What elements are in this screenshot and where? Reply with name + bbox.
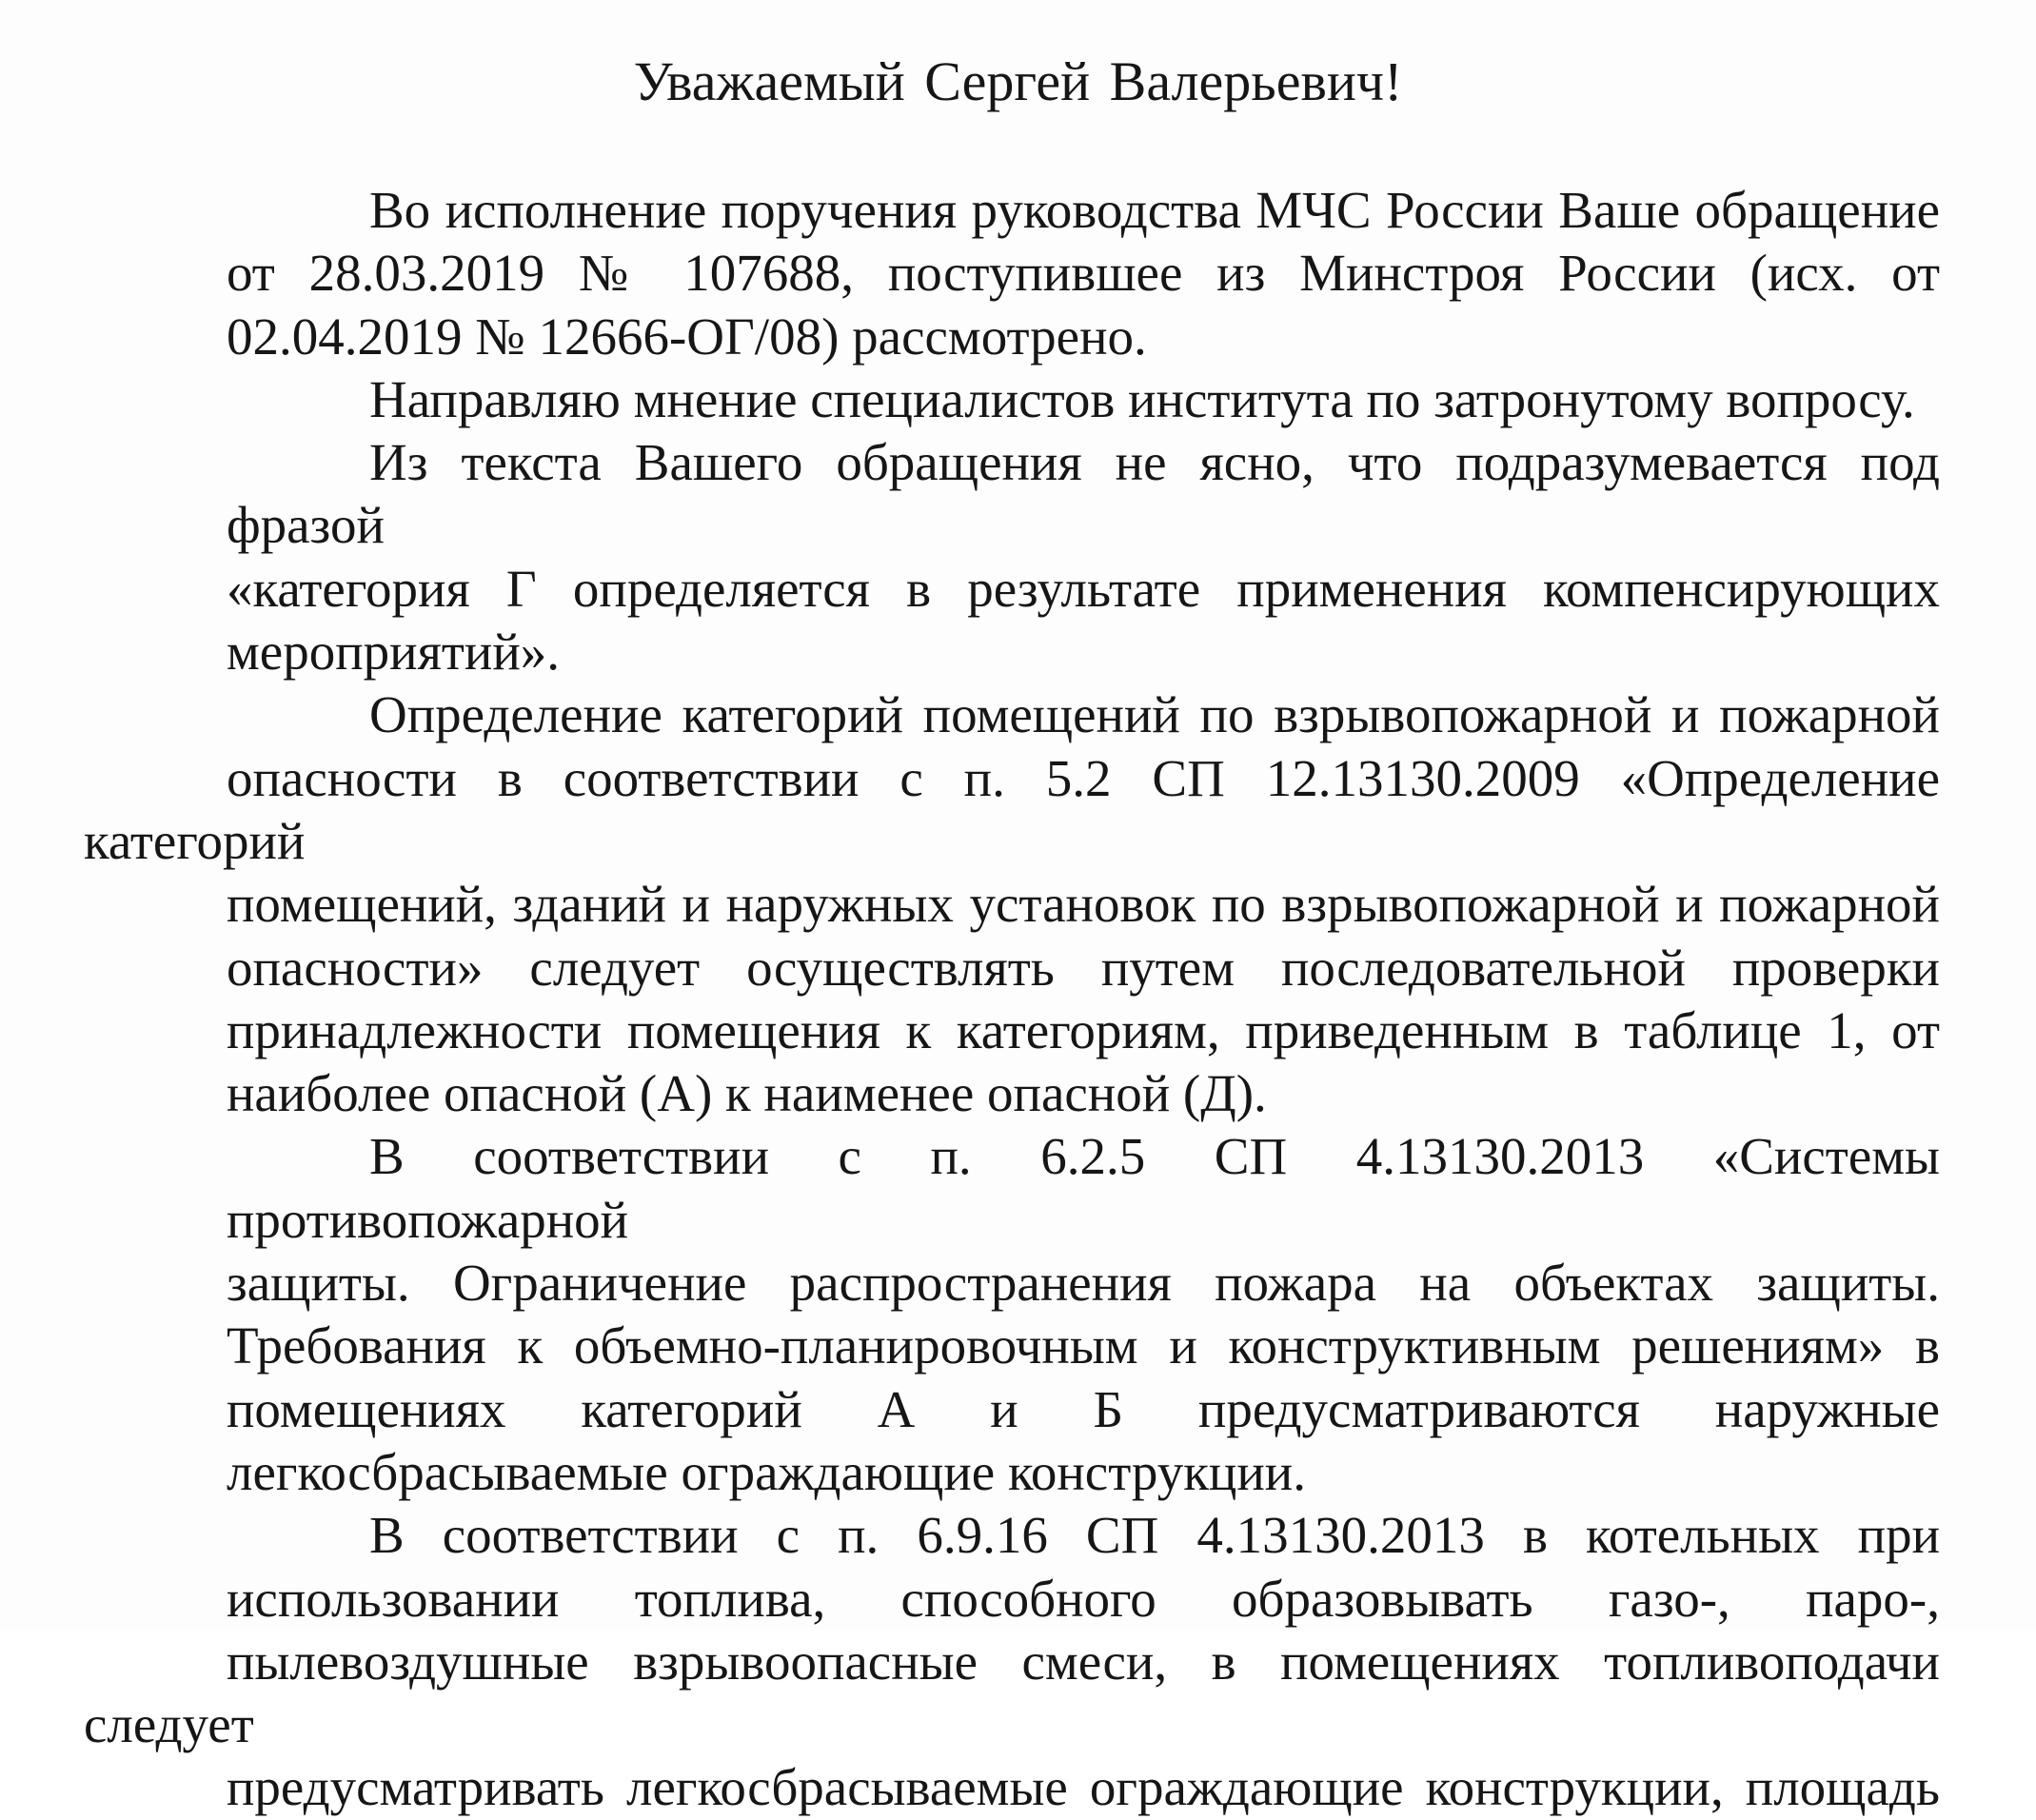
text-line: предусматривать легкосбрасываемые ограждающие конструкции, площадь — [227, 1758, 1940, 1817]
salutation: Уважаемый Сергей Валерьевич! — [633, 50, 1403, 112]
text-line: Из текста Вашего обращения не ясно, что подразумевается под фразой — [227, 433, 1940, 555]
text-line: опасности в соответствии с п. 5.2 СП 12.13130.2009 «Определение категорий — [84, 748, 1940, 870]
text-line: Во исполнение поручения руководства МЧС России Ваше обращение — [369, 181, 1940, 239]
text-line: помещений, зданий и наружных установок по взрывопожарной и пожарной — [227, 875, 1940, 934]
text-line: пылевоздушные взрывоопасные смеси, в помещениях топливоподачи следует — [84, 1632, 1940, 1754]
text-line: В соответствии с п. 6.9.16 СП 4.13130.2013 в котельных при — [369, 1506, 1940, 1565]
text-line: наиболее опасной (А) к наименее опасной (Д). — [227, 1064, 1267, 1123]
paragraph-sp-6-9-16 — [84, 1504, 1940, 1819]
text-line: помещениях категорий А и Б предусматриваются наружные — [227, 1379, 1940, 1438]
text-line: легкосбрасываемые ограждающие конструкции. — [227, 1442, 1306, 1501]
text-line: В соответствии с п. 6.2.5 СП 4.13130.2013 «Системы противопожарной — [227, 1127, 1940, 1249]
text-line: от 28.03.2019 № 107688, поступившее из Минстроя России (исх. от — [227, 244, 1940, 303]
text-line: Направляю мнение специалистов института по затронутому вопросу. — [369, 369, 1915, 428]
text-line: принадлежности помещения к категориям, приведенным в таблице 1, от — [227, 1000, 1940, 1059]
paragraph-category-definition — [84, 683, 1940, 1125]
text-line: Определение категорий помещений по взрывопожарной и пожарной — [369, 685, 1940, 744]
text-line: опасности» следует осуществлять путем последовательной проверки — [227, 938, 1940, 997]
letter-body — [84, 179, 1940, 1820]
paragraph-request-reviewed — [84, 179, 1940, 368]
paragraph-sp-6-2-5 — [84, 1125, 1940, 1504]
text-line: Требования к объемно-планировочным и конструктивным решениям» в — [227, 1316, 1940, 1375]
text-line: использовании топлива, способного образовывать газо-, паро-, — [227, 1569, 1940, 1628]
text-line: 02.04.2019 № 12666-ОГ/08) рассмотрено. — [227, 307, 1147, 366]
text-line: защиты. Ограничение распространения пожара на объектах защиты. — [227, 1254, 1940, 1313]
paragraph-opinion — [84, 368, 1940, 431]
paragraph-unclear-phrase — [84, 431, 1940, 683]
text-line: «категория Г определяется в результате применения компенсирующих — [227, 559, 1940, 618]
text-line: мероприятий». — [227, 623, 561, 682]
